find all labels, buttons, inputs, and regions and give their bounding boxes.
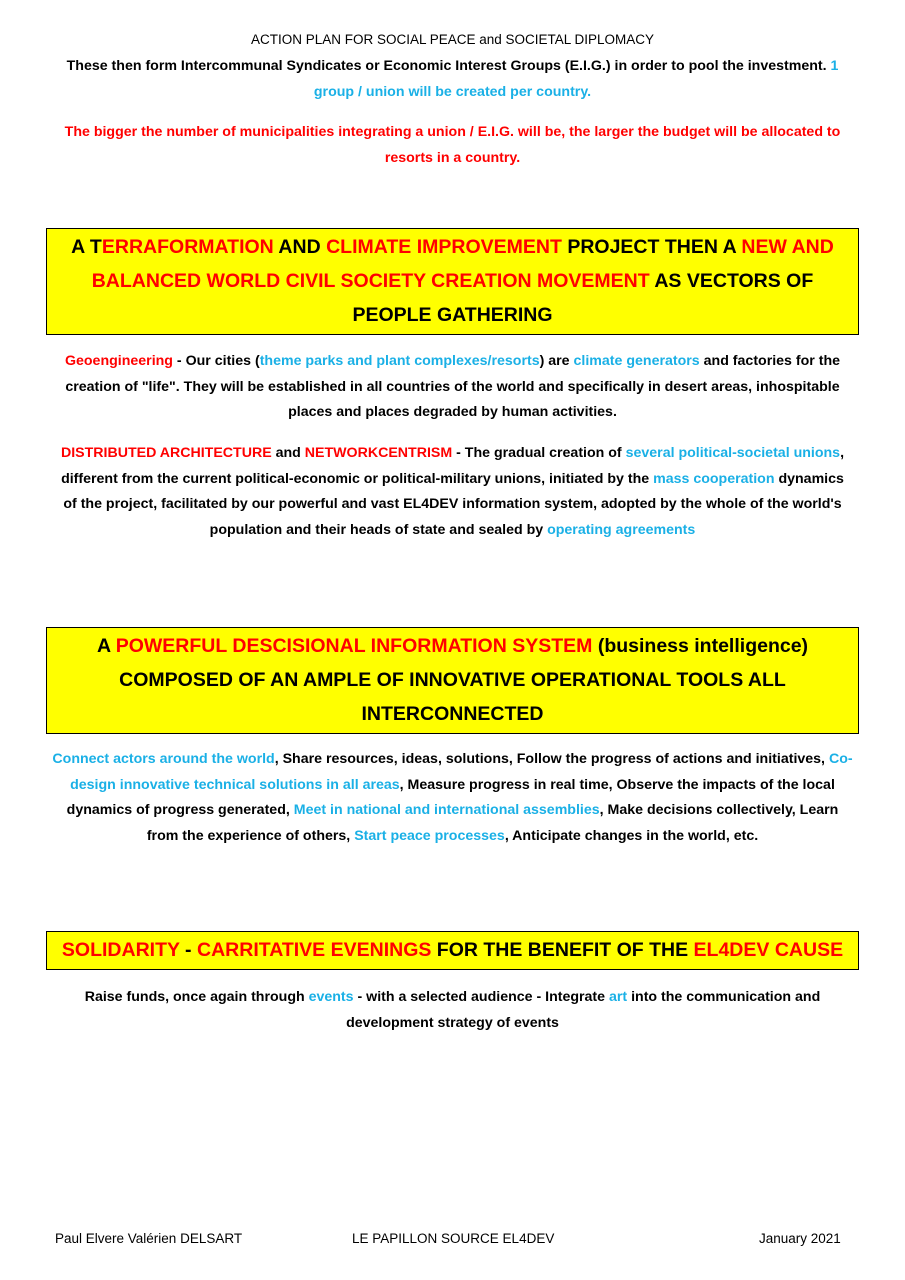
red-highlight-text: NEW AND BALANCED WORLD CIVIL SOCIETY CREATION MOVEMENT — [91, 236, 834, 292]
section1-paragraph-1 — [50, 349, 855, 426]
red-highlight-text: CARRITATIVE EVENINGS — [196, 939, 432, 961]
text-run: AS VECTORS OF PEOPLE GATHERING — [352, 270, 814, 326]
blue-highlight-text: climate generators — [573, 353, 700, 369]
blue-highlight-text: mass cooperation — [653, 470, 775, 487]
text-run: , Anticipate changes in the world, etc. — [504, 827, 759, 844]
text-run: - Our cities ( — [172, 353, 260, 369]
red-highlight-text: SOLIDARITY — [61, 939, 180, 961]
text-run: A — [96, 635, 116, 657]
text-run: , Measure progress in real time, Observe the impacts of the local dynamics of progress generated, — [66, 776, 835, 818]
section3-paragraph-1 — [50, 985, 855, 1036]
text-run: PROJECT THEN A — [561, 236, 742, 258]
text-run: , different from the current political-economic or political-military unions, initiated by the — [61, 445, 845, 487]
blue-highlight-text: Meet in national and international assemblies — [293, 802, 600, 818]
blue-highlight-text: Connect actors around the world — [52, 751, 275, 767]
blue-highlight-text: art — [609, 989, 628, 1005]
footer-author: Paul Elvere Valérien DELSART — [55, 1231, 243, 1246]
text-run: - — [179, 939, 197, 961]
footer-date: January 2021 — [759, 1231, 841, 1246]
red-highlight-text: EL4DEV CAUSE — [693, 939, 844, 961]
section3-heading — [46, 931, 859, 970]
intro-paragraph-2: The bigger the number of municipalities integrating a union / E.I.G. will be, the larger the budget will be allocated to resorts in a country. — [64, 124, 841, 166]
red-highlight-text: DISTRIBUTED ARCHITECTURE — [60, 445, 272, 461]
blue-highlight-text: Start peace processes — [354, 827, 505, 844]
text-run: and factories for the creation of "life". They will be established in all countries of the world and specifically in desert areas, inhospitable places and places degraded by human activities. — [65, 353, 841, 420]
red-highlight-text: NETWORKCENTRISM — [304, 445, 453, 461]
blue-highlight-text: theme parks and plant complexes/resorts — [259, 353, 540, 369]
section1-heading — [46, 228, 859, 335]
red-highlight-text: Geoengineering — [64, 353, 173, 369]
text-run: AND — [273, 236, 327, 258]
text-run: , Share resources, ideas, solutions, Follow the progress of actions and initiatives, — [274, 751, 829, 767]
blue-highlight-text: several political-societal unions — [625, 445, 841, 461]
text-run: ) are — [539, 353, 574, 369]
red-highlight-text: CLIMATE IMPROVEMENT — [326, 236, 562, 258]
blue-highlight-text: events — [308, 989, 354, 1005]
intro-text: These then form Intercommunal Syndicates or Economic Interest Groups (E.I.G.) in order to pool the investment. — [66, 58, 831, 74]
text-run: - with a selected audience - Integrate — [353, 989, 609, 1005]
page-header-title: ACTION PLAN FOR SOCIAL PEACE and SOCIETAL DIPLOMACY — [250, 32, 655, 47]
intro-highlight: 1 group / union will be created per country. — [313, 58, 839, 100]
text-run: Raise funds, once again through — [84, 989, 309, 1005]
footer-source: LE PAPILLON SOURCE EL4DEV — [352, 1231, 555, 1246]
section2-heading — [46, 627, 859, 734]
section2-paragraph-1 — [52, 747, 853, 849]
intro-paragraph-1 — [46, 54, 859, 105]
red-highlight-text: ERRAFORMATION — [101, 236, 274, 258]
blue-highlight-text: Co-design innovative technical solutions in all areas — [70, 751, 853, 793]
text-run: - The gradual creation of — [452, 445, 626, 461]
red-highlight-text: POWERFUL DESCISIONAL INFORMATION SYSTEM — [115, 635, 593, 657]
section1-paragraph-2 — [54, 441, 851, 543]
text-run: A T — [71, 236, 102, 258]
text-run: (business intelligence) COMPOSED OF AN AMPLE OF INNOVATIVE OPERATIONAL TOOLS ALL INTERCONNECTED — [119, 635, 809, 725]
blue-highlight-text: operating agreements — [547, 521, 696, 538]
text-run: and — [271, 445, 305, 461]
text-run: FOR THE BENEFIT OF THE — [431, 939, 694, 961]
text-run: , Make decisions collectively, Learn from the experience of others, — [146, 802, 839, 844]
text-run: dynamics of the project, facilitated by our powerful and vast EL4DEV information system, adopted by the whole of the world's population and their heads of state and sealed by — [63, 470, 844, 538]
text-run: into the communication and development strategy of events — [346, 989, 821, 1031]
